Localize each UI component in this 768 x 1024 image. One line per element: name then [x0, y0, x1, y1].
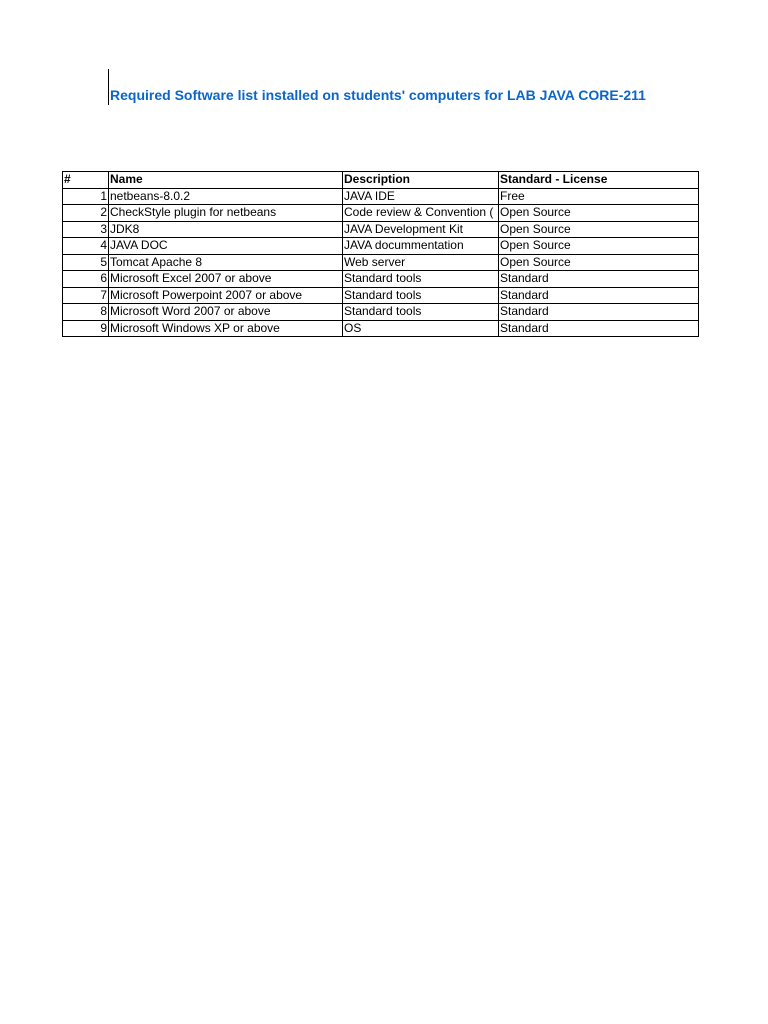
software-name: JDK8	[109, 221, 343, 238]
software-license: Open Source	[499, 221, 699, 238]
software-license: Standard	[499, 287, 699, 304]
software-description: Standard tools	[343, 304, 499, 321]
table-row	[63, 287, 699, 304]
software-name: Tomcat Apache 8	[109, 254, 343, 271]
column-header-number: #	[63, 172, 109, 189]
software-name: JAVA DOC	[109, 238, 343, 255]
table-row	[63, 320, 699, 337]
software-name: CheckStyle plugin for netbeans	[109, 205, 343, 222]
column-header-license: Standard - License	[499, 172, 699, 189]
column-header-name: Name	[109, 172, 343, 189]
software-description: Standard tools	[343, 271, 499, 288]
row-number: 6	[63, 271, 109, 288]
software-description: Standard tools	[343, 287, 499, 304]
software-table	[62, 171, 699, 337]
column-header-description: Description	[343, 172, 499, 189]
text-cursor	[108, 69, 109, 105]
software-name: Microsoft Powerpoint 2007 or above	[109, 287, 343, 304]
software-license: Open Source	[499, 205, 699, 222]
software-license: Open Source	[499, 238, 699, 255]
table-row	[63, 205, 699, 222]
document-title: Required Software list installed on students' computers for LAB JAVA CORE-211	[110, 87, 646, 103]
software-description: JAVA Development Kit	[343, 221, 499, 238]
row-number: 8	[63, 304, 109, 321]
software-name: Microsoft Excel 2007 or above	[109, 271, 343, 288]
software-description: JAVA IDE	[343, 188, 499, 205]
software-license: Standard	[499, 304, 699, 321]
table-header-row	[63, 172, 699, 189]
software-description: JAVA docummentation	[343, 238, 499, 255]
table-row	[63, 271, 699, 288]
table-row	[63, 304, 699, 321]
software-name: Microsoft Word 2007 or above	[109, 304, 343, 321]
row-number: 7	[63, 287, 109, 304]
software-name: netbeans-8.0.2	[109, 188, 343, 205]
row-number: 1	[63, 188, 109, 205]
software-description: Code review & Convention (	[343, 205, 499, 222]
row-number: 5	[63, 254, 109, 271]
software-name: Microsoft Windows XP or above	[109, 320, 343, 337]
row-number: 3	[63, 221, 109, 238]
software-license: Open Source	[499, 254, 699, 271]
software-description: OS	[343, 320, 499, 337]
software-license: Standard	[499, 320, 699, 337]
row-number: 2	[63, 205, 109, 222]
row-number: 4	[63, 238, 109, 255]
table-row	[63, 188, 699, 205]
software-license: Free	[499, 188, 699, 205]
table-row	[63, 221, 699, 238]
software-license: Standard	[499, 271, 699, 288]
software-description: Web server	[343, 254, 499, 271]
table-row	[63, 238, 699, 255]
table-row	[63, 254, 699, 271]
row-number: 9	[63, 320, 109, 337]
